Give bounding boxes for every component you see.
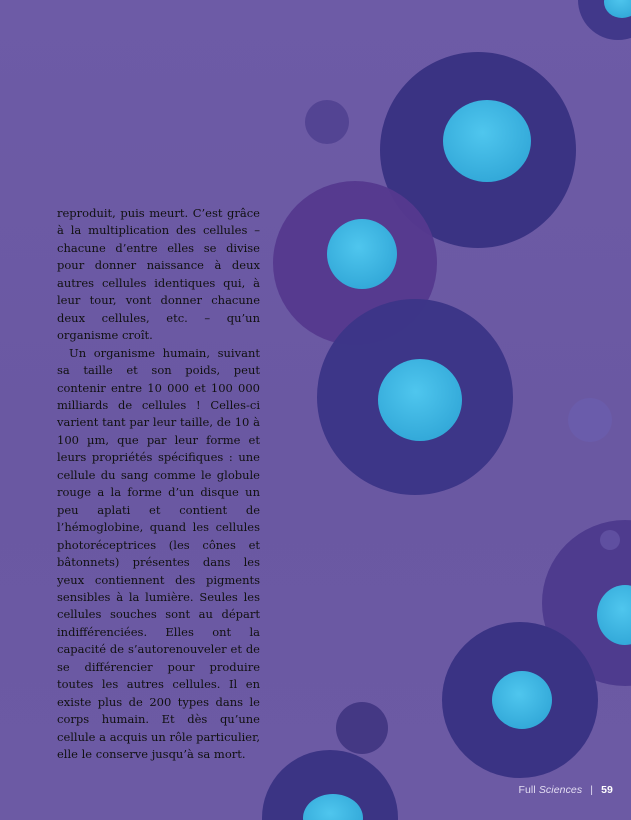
cell-lower bbox=[442, 622, 598, 778]
cell-top-right bbox=[578, 0, 631, 40]
footer-separator: | bbox=[590, 784, 594, 796]
small-dot bbox=[568, 398, 612, 442]
cell-middle-lower bbox=[317, 299, 513, 495]
small-dot bbox=[305, 100, 349, 144]
small-dot bbox=[336, 702, 388, 754]
page-number: 59 bbox=[601, 784, 613, 796]
article-text bbox=[57, 205, 260, 764]
paragraph-2: Un organisme humain, suivant sa taille et son poids, peut contenir entre 10 000 et 100 000 milliards de cellules ! Celles-ci varient tant par leur taille, de 10 à 100 µm, que par leur forme et leurs propriétés spécifiques : une cellule du sang comme le globule rouge a la forme d’un disque un peu aplati et contient de l’hémoglobine, quand les cellules photoréceptrices (les cônes et bâtonnets) présentes dans les yeux contiennent des pigments sensibles à la lumière. Seules les cellules souches sont au départ indifférenciées. Elles ont la capacité de s’autorenouveler et de se différencier pour produire toutes les autres cellules. Il en existe plus de 200 types dans le corps humain. Et dès qu’une cellule a acquis un rôle particulier, elle le conserve jusqu’à sa mort. bbox=[57, 345, 260, 762]
magazine-name-italic: Sciences bbox=[538, 784, 583, 796]
magazine-name: Full bbox=[518, 784, 536, 796]
cell-bottom bbox=[262, 750, 398, 820]
page-footer bbox=[518, 784, 613, 796]
paragraph-1: reproduit, puis meurt. C’est grâce à la multiplication des cellules – chacune d’entre elles se divise pour donner naissance à deux autres cellules identiques qui, à leur tour, vont donner chacune deux cellules, etc. – qu’un organisme croît. bbox=[57, 206, 260, 343]
